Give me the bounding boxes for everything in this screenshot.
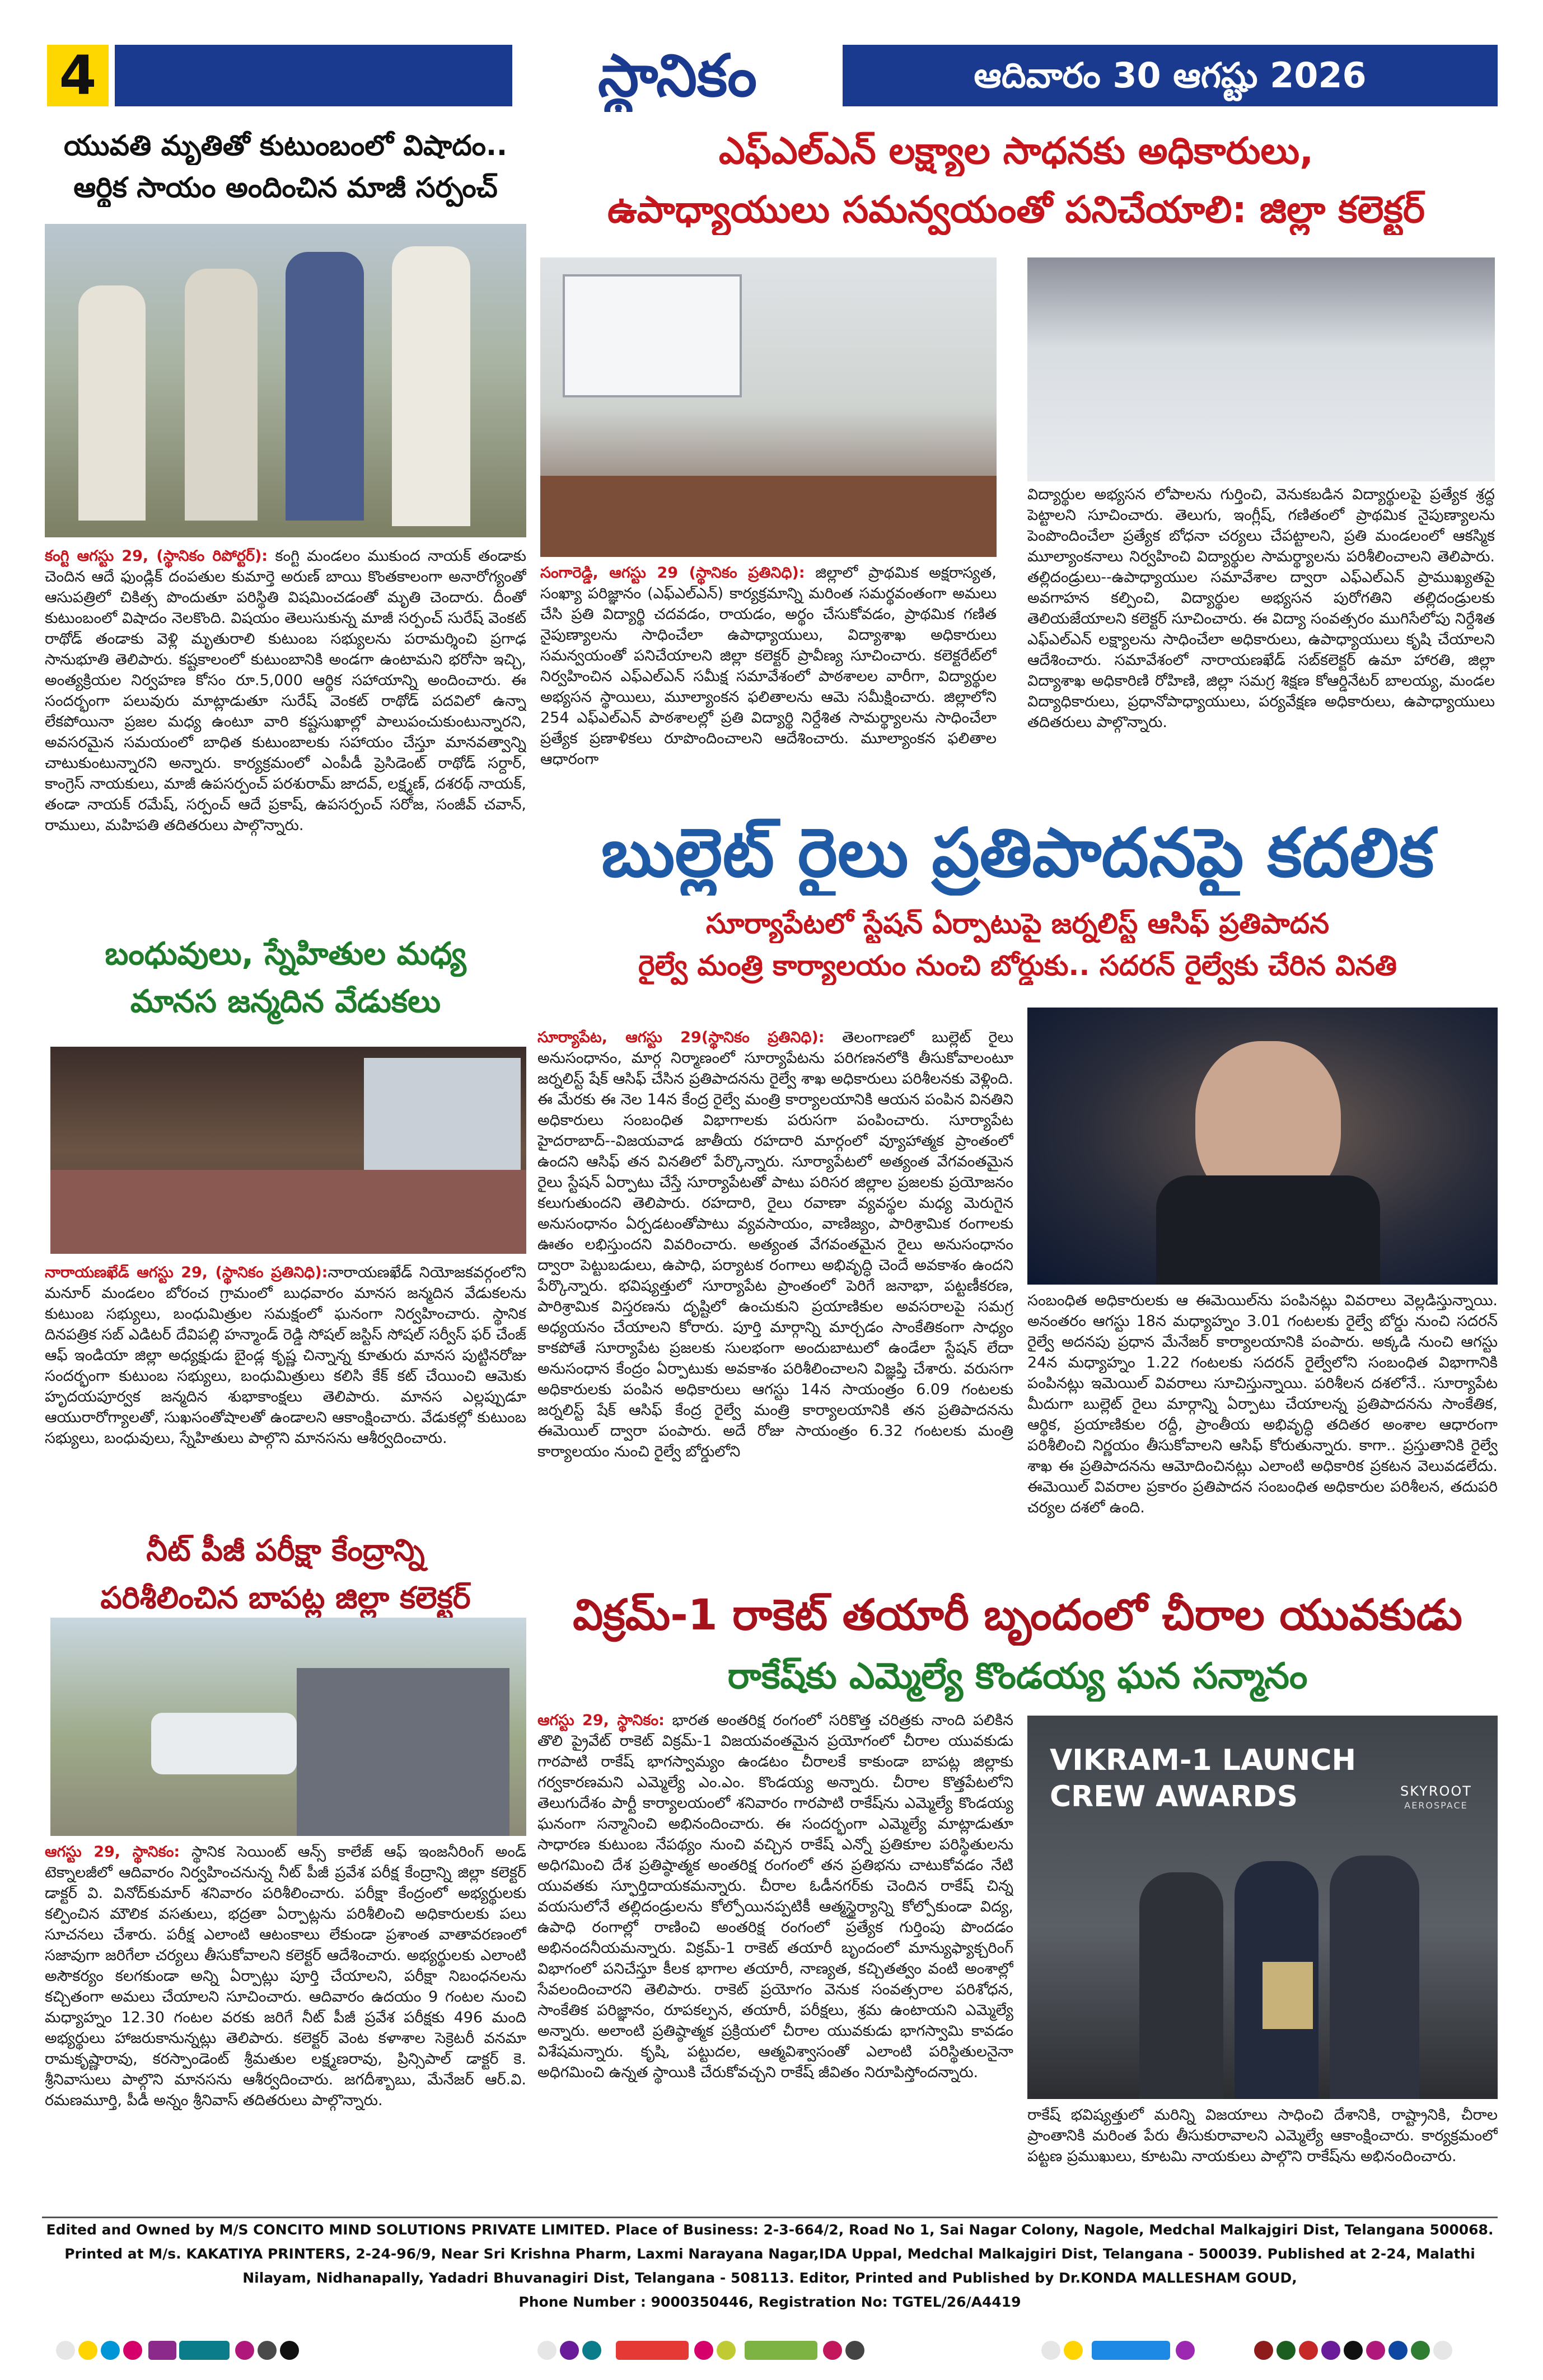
figure-shape — [185, 269, 258, 521]
story6-subhead: రాకేష్‌కు ఎమ్మెల్యే కొండయ్య ఘన సన్మానం — [727, 1656, 1308, 1697]
speaker-body-shape — [1156, 1175, 1380, 1285]
registration-dot — [560, 2341, 579, 2360]
registration-dot — [1254, 2341, 1273, 2360]
registration-dot — [537, 2341, 557, 2360]
registration-bar — [745, 2341, 817, 2360]
story6-body-right: రాకేష్ భవిష్యత్తులో మరిన్ని విజయాలు సాధించి దేశానికి, రాష్ట్రానికి, చీరాల ప్రాంతానికి మరింత పేరు తీసుకురావాలని ఎమ్మెల్యే ఆకాంక్షించారు. కార్యక్రమంలో పట్టణ ప్రముఖులు, కూటమి నాయకులు పాల్గొని రాకేష్‌ను అభినందించారు. — [1027, 2106, 1498, 2165]
story2-headline-l1: బంధువులు, స్నేహితుల మధ్య — [105, 936, 466, 972]
person-right-shape — [1330, 1856, 1419, 2099]
registration-dot — [1366, 2341, 1385, 2360]
story5-body-left — [537, 1027, 1013, 1570]
award-banner-l1: VIKRAM-1 LAUNCH — [1050, 1744, 1356, 1777]
person-left-shape — [1139, 1872, 1223, 2099]
registration-dot — [823, 2341, 842, 2360]
registration-bar — [616, 2341, 689, 2360]
story5-dateline: సూర్యాపేట, ఆగస్టు 29(స్థానికం ప్రతినిధి): — [537, 1029, 825, 1046]
masthead-left-band — [115, 45, 512, 106]
figure-shape — [78, 285, 146, 521]
story3-body — [45, 1842, 526, 2205]
story5-subhead-l2: రైల్వే మంత్రి కార్యాలయం నుంచి బోర్డుకు.. సదరన్ రైల్వేకు చేరిన వినతి — [638, 949, 1397, 982]
registration-dot — [1176, 2341, 1195, 2360]
figure-shape — [286, 252, 364, 521]
story2-photo — [50, 1047, 526, 1254]
story2-body-text: నారాయణఖేడ్ నియోజకవర్గంలోని మనూర్ మండలం బోరంచ గ్రామంలో బుధవారం మానస జన్మదిన వేడుకలను కుటుంబ సభ్యులు, బంధుమిత్రుల సమక్షంలో ఘనంగా నిర్వహించారు. స్థానిక దినపత్రిక సబ్ ఎడిటర్ దేవిపల్లి హన్మాండ్ రెడ్డి సోషల్ జస్టిస్ సోషల్ సర్వీస్ ఫర్ చేంజ్ ఆఫ్ ఇండియా జిల్లా అధ్యక్షుడు బైండ్ల కృష్ణ చిన్నాన్న కూతురు మానస పుట్టినరోజు సందర్భంగా కుటుంబ సభ్యులు, బంధుమిత్రులు కలిసి కేక్ కట్ చేయించి ఆమెకు హృదయపూర్వక జన్మదిన శుభాకాంక్షలు తెలిపారు. మానస ఎల్లప్పుడూ ఆయురారోగ్యాలతో, సుఖసంతోషాలతో ఉండాలని ఆకాంక్షించారు. వేడుకల్లో కుటుంబ సభ్యులు, బంధువులు, స్నేహితులు పాల్గొని మానసను ఆశీర్వదించారు. — [45, 1264, 526, 1447]
story4-body-left — [540, 563, 997, 837]
registration-dot — [78, 2341, 97, 2360]
story3-headline-l2: పరిశీలించిన బాపట్ల జిల్లా కలెక్టర్ — [100, 1580, 471, 1615]
registration-dot — [845, 2341, 864, 2360]
registration-dot — [101, 2341, 120, 2360]
story5-body-left-text: తెలంగాణలో బుల్లెట్ రైలు అనుసంధానం, మార్గ నిర్మాణంలో సూర్యాపేటను పరిగణనలోకి తీసుకోవాలంటూ జర్నలిస్ట్ షేక్ ఆసిఫ్ చేసిన ప్రతిపాదనను రైల్వే శాఖ అధికారులు పరిశీలనకు వెళ్లింది. ఈ మేరకు ఈ నెల 14న కేంద్ర రైల్వే మంత్రి కార్యాలయానికి ఆయన పంపిన వినతిని అధికారులు సంబంధిత విభాగాలకు పరుసగా పంపించారు. సూర్యాపేట హైదరాబాద్--విజయవాడ జాతీయ రహదారి మార్గంలో వ్యూహాత్మక ప్రాంతంలో ఉందని ఆసిఫ్ తన వినతిలో పేర్కొన్నారు. సూర్యాపేటలో అత్యంత వేగవంతమైన రైలు స్టేషన్ ఏర్పాటు చేస్తే సూర్యాపేటతో పాటు పరిసర జిల్లాల ప్రజలకు ప్రయోజనం కలుగుతుందని తెలిపారు. రహదారి, రైలు రవాణా వ్యవస్థల మధ్య మెరుగైన అనుసంధానం ఏర్పడటంతోపాటు వ్యవసాయం, వాణిజ్యం, పారిశ్రామిక రంగాలకు ఊతం లభిస్తుందని వివరించారు. అత్యంత వేగవంతమైన రైలు అనుసంధానం ద్వారా పెట్టుబడులు, ఉపాధి, పర్యాటక రంగాలు అభివృద్ధి చెందే అవకాశం ఉందని పేర్కొన్నారు. భవిష్యత్తులో సూర్యాపేట ప్రాంతంలో పెరిగే జనాభా, పట్టణీకరణ, పారిశ్రామిక విస్తరణను దృష్టిలో ఉంచుకుని ప్రయాణికుల అవసరాలపై సమగ్ర అధ్యయనం చేయాలని కోరారు. పూర్తి మార్గాన్ని మార్చడం సాంకేతికంగా సాధ్యం కాకపోతే సూర్యాపేట ప్రజలకు సులభంగా అందుబాటులో ఉండేలా స్టేషన్ లేదా అనుసంధాన కేంద్రం ఏర్పాటుకు అవకాశం పరిశీలించాలని విజ్ఞప్తి చేశారు. వరుసగా అధికారులకు పంపిన అధికారులు ఆగస్టు 14న సాయంత్రం 6.09 గంటలకు జర్నలిస్ట్ షేక్ ఆసిఫ్ కేంద్ర రైల్వే మంత్రి కార్యాలయానికి తన ప్రతిపాదనను ఈమెయిల్ ద్వారా పంపారు. అదే రోజు సాయంత్రం 6.32 గంటలకు మంత్రి కార్యాలయం నుంచి రైల్వే బోర్డులోని — [537, 1029, 1013, 1460]
projector-screen-shape — [563, 274, 742, 397]
story6-photo-award — [1027, 1716, 1498, 2099]
registration-bar — [148, 2341, 176, 2360]
table-shape — [540, 476, 997, 557]
story5-subhead-l1: సూర్యాపేటలో స్టేషన్ ఏర్పాటుపై జర్నలిస్ట్ ఆసిఫ్ ప్రతిపాదన — [705, 907, 1330, 940]
registration-dot — [1064, 2341, 1083, 2360]
registration-dot — [694, 2341, 713, 2360]
story3-photo — [50, 1618, 526, 1836]
story2-body — [45, 1262, 526, 1514]
house-wall-shape — [364, 1058, 521, 1170]
story4-dateline: సంగారెడ్డి, ఆగస్టు 29 (స్థానికం ప్రతినిధి): — [540, 564, 805, 582]
masthead-date: ఆదివారం 30 ఆగష్టు 2026 — [974, 55, 1367, 96]
vehicle-shape — [151, 1713, 297, 1774]
registration-dot — [56, 2341, 75, 2360]
story4-body-left-text: జిల్లాలో ప్రాథమిక అక్షరాస్యత, సంఖ్యా పరిజ్ఞానం (ఎఫ్ఎల్ఎన్) కార్యక్రమాన్ని మరింత సమర్థవంతంగా అమలు చేసి ప్రతి విద్యార్థి చదవడం, రాయడం, అర్థం చేసుకోవడం, ప్రాథమిక గణిత నైపుణ్యాలను సాధించేలా ఉపాధ్యాయులు, విద్యాశాఖ అధికారులు సమన్వయంతో పనిచేయాలని జిల్లా కలెక్టర్ ప్రావీణ్య సూచించారు. కలెక్టరేట్‌లో నిర్వహించిన ఎఫ్ఎల్ఎన్ సమీక్ష సమావేశంలో పాఠశాలల వారీగా, విద్యార్థుల అభ్యసన స్థాయిలు, మూల్యాంకన ఫలితాలను ఆమె సమీక్షించారు. జిల్లాలోని 254 ఎఫ్ఎల్ఎన్ పాఠశాలల్లో ప్రతి విద్యార్థి నిర్దేశిత సామర్థ్యాలను సాధించేలా ప్రత్యేక ప్రణాళికలు రూపొందించాలని ఆదేశించారు. మూల్యాంకన ఫలితాల ఆధారంగా — [540, 564, 997, 768]
skyroot-logo-subtext: AEROSPACE — [1404, 1800, 1468, 1811]
story2-dateline: నారాయణఖేడ్ ఆగస్టు 29, (స్థానికం ప్రతినిధి): — [45, 1264, 328, 1281]
footer-rule — [42, 2217, 1498, 2218]
skyroot-logo-text: SKYROOT — [1400, 1783, 1472, 1799]
registration-bar — [1092, 2341, 1170, 2360]
registration-dot — [1299, 2341, 1318, 2360]
story5-headline: బుల్లెట్ రైలు ప్రతిపాదనపై కదలిక — [601, 814, 1434, 892]
story3-body-text: స్థానిక సెయింట్ ఆన్స్ కాలేజ్ ఆఫ్ ఇంజనీరింగ్ అండ్ టెక్నాలజీలో ఆదివారం నిర్వహించనున్న నీట్ పీజీ ప్రవేశ పరీక్ష కేంద్రాన్ని జిల్లా కలెక్టర్ డాక్టర్ వి. వినోద్‌కుమార్ శనివారం పరిశీలించారు. పరీక్షా కేంద్రంలో అభ్యర్థులకు కల్పించిన మౌలిక వసతులు, భద్రతా ఏర్పాట్లను పరిశీలించి అధికారులకు పలు సూచనలు చేశారు. పరీక్ష ఎలాంటి ఆటంకాలు లేకుండా ప్రశాంత వాతావరణంలో సజావుగా జరిగేలా చర్యలు తీసుకోవాలని కలెక్టర్ ఆదేశించారు. అభ్యర్థులకు ఎలాంటి అసౌకర్యం కలగకుండా అన్ని ఏర్పాట్లు పూర్తి చేయాలని, పరీక్షా నిబంధనలను కచ్చితంగా అమలు చేయాలని సూచించారు. ఆదివారం ఉదయం 9 గంటల నుంచి మధ్యాహ్నం 12.30 గంటల వరకు జరిగే నీట్ పీజీ ప్రవేశ పరీక్షకు 496 మంది అభ్యర్థులు హాజరుకానున్నట్లు తెలిపారు. కలెక్టర్ వెంట కళాశాల సెక్రెటరీ వనమా రామకృష్ణారావు, కరస్పాండెంట్ శ్రీమతుల లక్ష్మణరావు, ప్రిన్సిపాల్ డాక్టర్ కె. శ్రీనివాసులు పాల్గొని మానసను ఆశీర్వదించారు. జగదీశ్బాబు, మేనేజర్ ఆర్.వి. రమణమూర్తి, పీడీ అన్నం శ్రీనివాస్ తదితరులు పాల్గొన్నారు. — [45, 1843, 526, 2109]
footer-line1: Edited and Owned by M/S CONCITO MIND SOLUTIONS PRIVATE LIMITED. Place of Business: 2-3-664/2, Road No 1, Sai Nagar Colony, Nagole, Medchal Malkajgiri Dist, Telangana 500068. — [46, 2222, 1494, 2238]
story6-body-left-text: భారత అంతరిక్ష రంగంలో సరికొత్త చరిత్రకు నాంది పలికిన తొలి ప్రైవేట్ రాకెట్ విక్రమ్-1 విజయవంతమైన ప్రయోగంలో చీరాల యువకుడు గారపాటి రాకేష్ భాగస్వామ్యం ఉండటం చీరాలకే కాకుండా బాపట్ల జిల్లాకు గర్వకారణమని ఎమ్మెల్యే ఎం.ఎం. కొండయ్య అన్నారు. చీరాల కొత్తపేటలోని తెలుగుదేశం పార్టీ కార్యాలయంలో శనివారం గారపాటి రాకేష్‌ను ఎమ్మెల్యే కొండయ్య ఘనంగా సన్మానించి అభినందించారు. ఈ సందర్భంగా ఎమ్మెల్యే మాట్లాడుతూ సాధారణ కుటుంబ నేపథ్యం నుంచి వచ్చిన రాకేష్ ఎన్నో ప్రతికూల పరిస్థితులను అధిగమించి దేశ ప్రతిష్ఠాత్మక అంతరిక్ష రంగంలో తన ప్రతిభను చాటుకోవడం నేటి యువతకు స్ఫూర్తిదాయకమన్నారు. చీరాల ఓడీనగర్‌కు చెందిన రాకేష్ చిన్న వయసులోనే తల్లిదండ్రులను కోల్పోయినప్పటికీ ఆత్మస్థైర్యాన్ని కోల్పోకుండా విద్య, ఉపాధి రంగాల్లో రాణించి అంతరిక్ష రంగంలో ప్రత్యేక గుర్తింపు పొందడం అభినందనీయమన్నారు. విక్రమ్-1 రాకెట్ తయారీ బృందంలో మాన్యుఫ్యాక్చరింగ్ విభాగంలో పనిచేస్తూ కీలక భాగాల తయారీ, నాణ్యత, కచ్చితత్వం వంటి అంశాల్లో సేవలందించారని తెలిపారు. రాకెట్ ప్రయోగం వెనుక సంవత్సరాల పరిశోధన, సాంకేతిక పరిజ్ఞానం, రూపకల్పన, తయారీ, పరీక్షలు, శ్రమ ఉంటాయని ఎమ్మెల్యే అన్నారు. అలాంటి ప్రతిష్ఠాత్మక ప్రక్రియలో చీరాల యువకుడు భాగస్వామి కావడం విశేషమన్నారు. కృషి, పట్టుదల, ఆత్మవిశ్వాసంతో ఎలాంటి పరిస్థితులనైనా అధిగమించి ఉన్నత స్థాయికి చేరుకోవచ్చని రాకేష్ జీవితం నిరూపిస్తోందన్నారు. — [537, 1712, 1013, 2081]
registration-dot — [1388, 2341, 1408, 2360]
story1-body-text: కంగ్టి మండలం ముకుంద నాయక్ తండాకు చెందిన ఆదే ఫుండ్లిక్ దంపతుల కుమార్తె అరుణ్ బాయి కొంతకాలంగా అనారోగ్యంతో ఆసుపత్రిలో చికిత్స పొందుతూ పరిస్థితి విషమించడంతో మృతి చెందారు. దీంతో కుటుంబంలో విషాదం నెలకొంది. విషయం తెలుసుకున్న మాజీ సర్పంచ్ సురేష్ వెంకట్ రాథోడ్ తండాకు వెళ్లి మృతురాలి కుటుంబ సభ్యులను పరామర్శించి ప్రగాఢ సానుభూతి తెలిపారు. కష్టకాలంలో కుటుంబానికి అండగా ఉంటామని భరోసా ఇచ్చి, అంత్యక్రియల నిర్వహణ కోసం రూ.5,000 ఆర్థిక సహాయాన్ని అందించారు. ఈ సందర్భంగా పలువురు మాట్లాడుతూ సురేష్ వెంకట్ రాథోడ్ పదవిలో ఉన్నా లేకపోయినా ప్రజల మధ్య ఉంటూ వారి కష్టసుఖాల్లో పాలుపంచుకుంటున్నారని, అవసరమైన సమయంలో బాధిత కుటుంబాలకు సహాయం చేస్తూ మానవత్వాన్ని చాటుకుంటున్నారని అన్నారు. కార్యక్రమంలో ఎంపీడీ ప్రెసిడెంట్ రాథోడ్ సర్దార్, కాంగ్రెస్ నాయకులు, మాజీ ఉపసర్పంచ్ పరశురామ్ జాదవ్, లక్ష్మణ్, దశరథ్ నాయక్, తండా నాయక్ రమేష్, సర్పంచ్ ఆదే ప్రకాష్, ఉపసర్పంచ్ సరోజ, సంజీవ్ చవాన్, రాములు, మహిపతి తదితరులు పాల్గొన్నారు. — [45, 547, 526, 834]
people-shape — [297, 1668, 509, 1836]
figure-shape — [392, 246, 470, 526]
registration-dot — [280, 2341, 299, 2360]
story6-dateline: ఆగస్టు 29, స్థానికం: — [537, 1712, 665, 1729]
story1-headline-l2: ఆర్థిక సాయం అందించిన మాజీ సర్పంచ్ — [73, 171, 498, 204]
story1-body — [45, 546, 526, 915]
registration-dot — [1411, 2341, 1430, 2360]
footer-line4: Phone Number : 9000350446, Registration No: TGTEL/26/A4419 — [518, 2294, 1021, 2310]
registration-dot — [1041, 2341, 1060, 2360]
story3-dateline: ఆగస్టు 29, స్థానికం: — [45, 1843, 180, 1861]
footer-line3: Nilayam, Nidhanapally, Yadadri Bhuvanagiri Dist, Telangana - 508113. Editor, Printed and Published by Dr.KONDA MALLESHAM GOUD, — [242, 2270, 1297, 2286]
registration-dot — [123, 2341, 142, 2360]
award-banner-l2: CREW AWARDS — [1050, 1780, 1298, 1814]
story6-body-left — [537, 1710, 1013, 2208]
story2-headline-l2: మానస జన్మదిన వేడుకలు — [130, 983, 441, 1020]
story4-headline-l2: ఉపాధ్యాయులు సమన్వయంతో పనిచేయాలి: జిల్లా కలెక్టర్ — [607, 188, 1425, 231]
story4-body-right: విద్యార్థుల అభ్యసన లోపాలను గుర్తించి, వెనుకబడిన విద్యార్థులపై ప్రత్యేక శ్రద్ధ పెట్టాలని సూచించారు. తెలుగు, ఇంగ్లీష్, గణితంలో ప్రాథమిక నైపుణ్యాలను పెంపొందించేలా ప్రత్యేక బోధనా చర్యలు చేపట్టాలని, ప్రతి మండలంలో ఆకస్మిక మూల్యాంకనాలు నిర్వహించి విద్యార్థుల సామర్థ్యాలను పరిశీలించాలని తెలిపారు. తల్లిదండ్రులు--ఉపాధ్యాయుల సమావేశాల ద్వారా ఎఫ్ఎల్ఎన్ ప్రాముఖ్యతపై అవగాహన కల్పించి, విద్యార్థుల అభ్యసన పురోగతిని తల్లిదండ్రులకు తెలియజేయాలని కలెక్టర్ సూచించారు. ఈ విద్యా సంవత్సరం ముగిసేలోపు నిర్దేశిత ఎఫ్ఎల్ఎన్ లక్ష్యాలను సాధించేలా అధికారులు, ఉపాధ్యాయులు కృషి చేయాలని ఆదేశించారు. సమావేశంలో నారాయణఖేడ్ సబ్‌కలెక్టర్ ఉమా హారతి, జిల్లా విద్యాశాఖ అధికారిణి రోహిణి, జిల్లా సమగ్ర శిక్షణ కోఆర్డినేటర్ బాలయ్య, మండల విద్యాధికారులు, ప్రధానోపాధ్యాయులు, పర్యవేక్షణ అధికారులు, ఉపాధ్యాయులు తదితరులు పాల్గొన్నారు. — [1027, 486, 1495, 731]
story4-photo-meeting — [540, 257, 997, 557]
story5-body-right: సంబంధిత అధికారులకు ఆ ఈమెయిల్‌ను పంపినట్లు వివరాలు వెల్లడిస్తున్నాయి. అనంతరం ఆగస్టు 18న మధ్యాహ్నం 3.01 గంటలకు రైల్వే బోర్డు నుంచి సదరన్ రైల్వే అదనపు ప్రధాన మేనేజర్ కార్యాలయానికి పంపారు. అక్కడి నుంచి ఆగస్టు 24న మధ్యాహ్నం 1.22 గంటలకు సదరన్ రైల్వేలోని సంబంధిత విభాగానికి పంపినట్లు ఇమెయిల్ వివరాలు సూచిస్తున్నాయి. పరిశీలన దశలోనే.. సూర్యాపేట మీదుగా బుల్లెట్ రైలు మార్గాన్ని ఏర్పాటు చేయాలన్న ప్రతిపాదనను సాంకేతిక, ఆర్థిక, ప్రయాణికుల రద్దీ, ప్రాంతీయ అభివృద్ధి తదితర అంశాల ఆధారంగా పరిశీలించి నిర్ణయం తీసుకోవాలని ఆసిఫ్ కోరుతున్నారు. కాగా.. ప్రస్తుతానికి రైల్వే శాఖ ఈ ప్రతిపాదనను ఆమోదించినట్లు ఎలాంటి అధికారిక ప్రకటన వెలువడలేదు. ఈమెయిల్ వివరాల ప్రకారం ప్రతిపాదన సంబంధిత అధికారుల పరిశీలన, తదుపరి చర్యల దశలో ఉంది. — [1027, 1292, 1498, 1516]
registration-dot — [717, 2341, 736, 2360]
story5-photo-minister — [1027, 1008, 1498, 1285]
registration-dot — [258, 2341, 277, 2360]
story4-headline-l1: ఎఫ్ఎల్ఎన్ లక్ష్యాల సాధనకు అధికారులు, — [718, 129, 1314, 172]
crowd-shape — [50, 1170, 526, 1254]
registration-bar — [179, 2341, 230, 2360]
story1-photo — [45, 224, 526, 537]
footer-line2: Printed at M/s. KAKATIYA PRINTERS, 2-24-96/9, Near Sri Krishna Pharm, Laxmi Narayana Nagar,IDA Uppal, Medchal Malkajgiri Dist, Telangana - 500039. Published at 2-24, Malathi — [64, 2246, 1475, 2262]
registration-dot — [1321, 2341, 1340, 2360]
story1-dateline: కంగ్టి ఆగస్టు 29, (స్థానికం రిపోర్టర్): — [45, 547, 268, 565]
story6-headline: విక్రమ్-1 రాకెట్ తయారీ బృందంలో చీరాల యువకుడు — [573, 1590, 1462, 1639]
story3-headline-l1: నీట్ పీజీ పరీక్షా కేంద్రాన్ని — [146, 1533, 425, 1568]
masthead-title: స్థానికం — [597, 41, 758, 110]
registration-dot — [1344, 2341, 1363, 2360]
story1-headline-l1: యువతి మృతితో కుటుంబంలో విషాదం.. — [63, 129, 507, 162]
registration-dot — [582, 2341, 601, 2360]
page-number: 4 — [59, 44, 97, 107]
award-plaque-shape — [1263, 1962, 1313, 2029]
registration-dot — [1433, 2341, 1452, 2360]
registration-dot — [235, 2341, 254, 2360]
registration-dot — [1277, 2341, 1296, 2360]
story4-photo-audience — [1027, 257, 1495, 481]
